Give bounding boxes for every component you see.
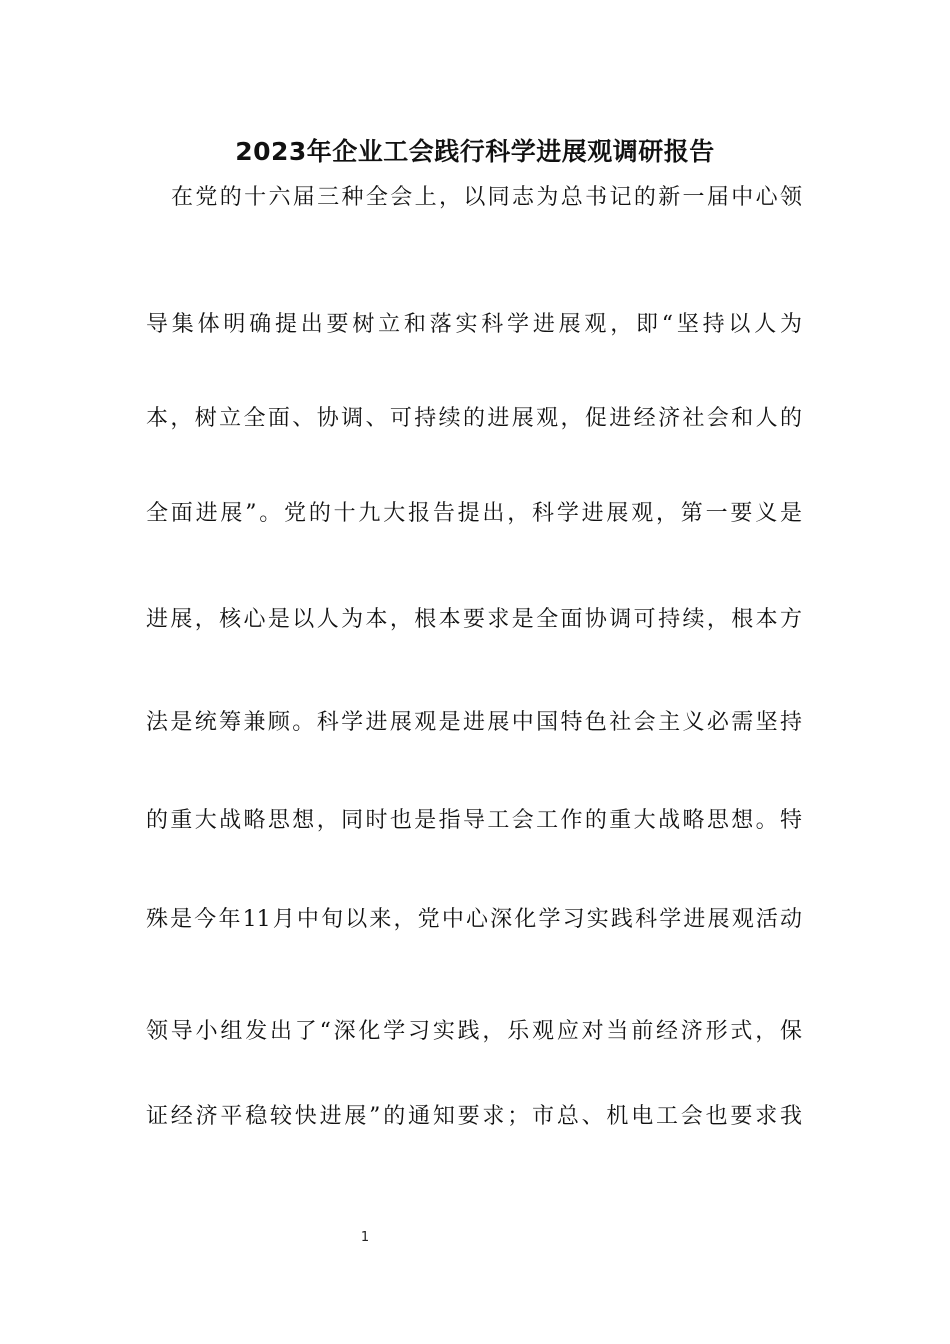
paragraph-line-1: 在党的十六届三种全会上，以同志为总书记的新一届中心领 xyxy=(171,185,802,210)
paragraph-line-6: 法是统筹兼顾。科学进展观是进展中国特色社会主义必需坚持 xyxy=(146,710,802,735)
paragraph-line-5: 进展，核心是以人为本，根本要求是全面协调可持续，根本方 xyxy=(146,607,802,632)
paragraph-line-7: 的重大战略思想，同时也是指导工会工作的重大战略思想。特 xyxy=(146,808,802,833)
page-number: 1 xyxy=(360,1230,370,1245)
paragraph-line-3: 本，树立全面、协调、可持续的进展观，促进经济社会和人的 xyxy=(146,406,802,431)
paragraph-line-8: 殊是今年11月中旬以来，党中心深化学习实践科学进展观活动 xyxy=(146,907,802,932)
paragraph-line-10: 证经济平稳较快进展”的通知要求；市总、机电工会也要求我 xyxy=(146,1104,802,1129)
document-title: 2023年企业工会践行科学进展观调研报告 xyxy=(235,137,715,166)
paragraph-line-9: 领导小组发出了“深化学习实践，乐观应对当前经济形式，保 xyxy=(146,1019,802,1044)
paragraph-line-2: 导集体明确提出要树立和落实科学进展观，即“坚持以人为 xyxy=(146,312,802,337)
paragraph-line-4: 全面进展”。党的十九大报告提出，科学进展观，第一要义是 xyxy=(146,501,802,526)
